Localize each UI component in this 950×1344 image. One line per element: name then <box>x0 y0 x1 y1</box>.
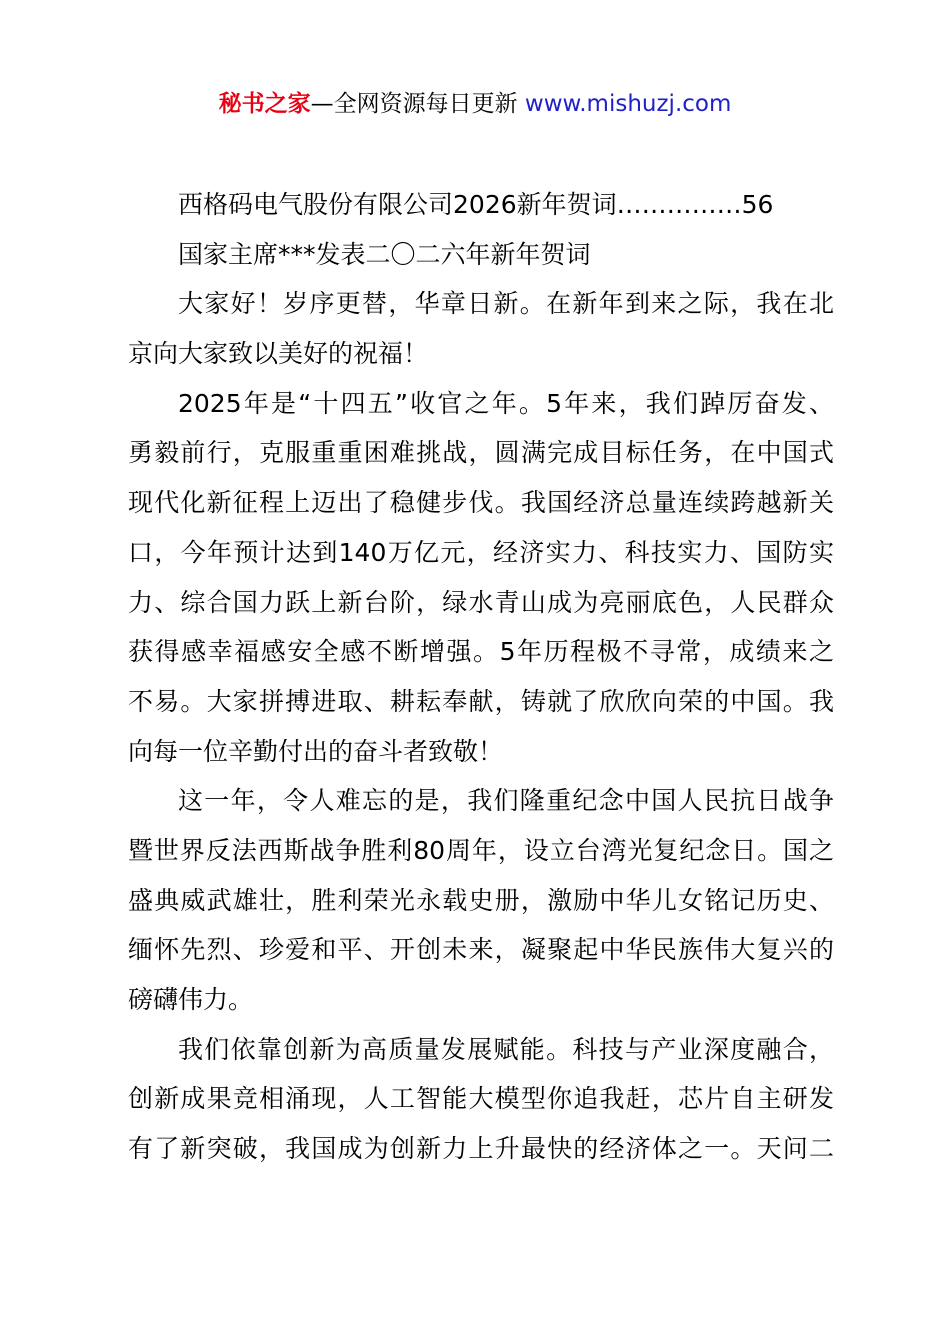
paragraph-line: 2025年是“十四五”收官之年。5年来，我们踔厉奋发、 <box>178 388 834 418</box>
paragraph-line: 暨世界反法西斯战争胜利80周年，设立台湾光复纪念日。国之 <box>128 835 834 865</box>
paragraph-line: 磅礴伟力。 <box>128 985 254 1014</box>
paragraph-line: 现代化新征程上迈出了稳健步伐。我国经济总量连续跨越新关 <box>128 488 834 518</box>
paragraph-line: 缅怀先烈、珍爱和平、开创未来，凝聚起中华民族伟大复兴的 <box>128 935 834 965</box>
site-url-link[interactable]: www.mishuzj.com <box>524 91 732 117</box>
paragraph-line: 盛典威武雄壮，胜利荣光永载史册，激励中华儿女铭记历史、 <box>128 885 834 915</box>
paragraph-line: 力、综合国力跃上新台阶，绿水青山成为亮丽底色，人民群众 <box>128 587 834 617</box>
paragraph-line: 有了新突破，我国成为创新力上升最快的经济体之一。天问二 <box>128 1134 834 1164</box>
document-body <box>128 180 834 1174</box>
page-header <box>0 86 950 122</box>
paragraph-line: 不易。大家拼搏进取、耕耘奉献，铸就了欣欣向荣的中国。我 <box>128 686 834 716</box>
paragraph-line: 大家好！岁序更替，华章日新。在新年到来之际，我在北 <box>178 289 834 319</box>
paragraph-line: 向每一位辛勤付出的奋斗者致敬！ <box>128 736 504 766</box>
header-slogan: —全网资源每日更新 <box>310 91 525 117</box>
paragraph-line: 京向大家致以美好的祝福！ <box>128 339 429 369</box>
paragraph-line: 创新成果竞相涌现，人工智能大模型你追我赶，芯片自主研发 <box>128 1084 834 1114</box>
paragraph-line: 我们依靠创新为高质量发展赋能。科技与产业深度融合， <box>178 1034 834 1064</box>
paragraph-line: 这一年，令人难忘的是，我们隆重纪念中国人民抗日战争 <box>178 786 834 816</box>
paragraph-line: 口，今年预计达到140万亿元，经济实力、科技实力、国防实 <box>128 537 834 567</box>
speech-title: 国家主席***发表二〇二六年新年贺词 <box>178 239 591 269</box>
paragraph-line: 获得感幸福感安全感不断增强。5年历程极不寻常，成绩来之 <box>128 637 834 667</box>
paragraph-line: 勇毅前行，克服重重困难挑战，圆满完成目标任务，在中国式 <box>128 438 834 468</box>
toc-entry: 西格码电气股份有限公司2026新年贺词……………56 <box>178 190 774 219</box>
brand-name: 秘书之家 <box>218 91 311 117</box>
